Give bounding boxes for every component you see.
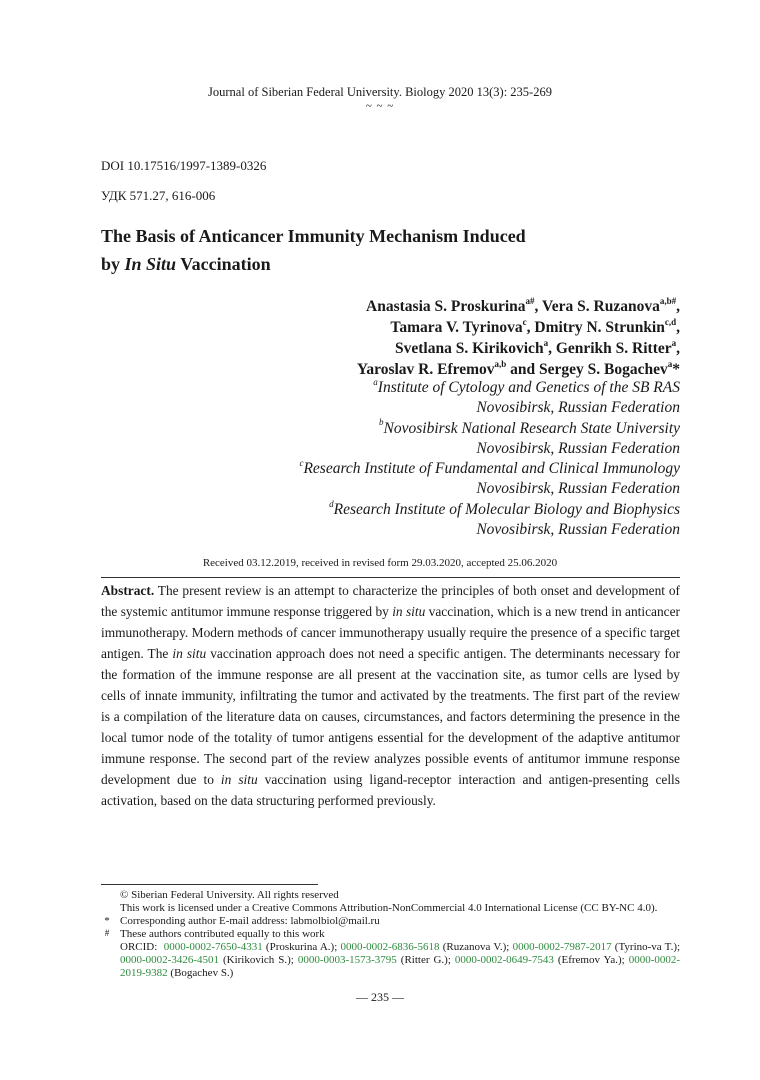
author-name: Tamara V. Tyrinova [390, 319, 523, 336]
title-suffix: Vaccination [176, 254, 271, 274]
affiliation-list [299, 378, 680, 540]
affiliation-institution: $^a$Institute of Cytology and Genetics of the SB RAS [373, 376, 680, 396]
author-affil-sup: a [667, 358, 673, 369]
affiliation-location: Novosibirsk, Russian Federation [476, 521, 680, 539]
title-line-1: The Basis of Anticancer Immunity Mechanism Induced [101, 226, 526, 246]
author-line-4: Yaroslav R. Efremov$^{a,b}$ and Sergey S. Bogachev$^a$* [356, 358, 680, 378]
author-name: Anastasia S. Proskurina [366, 298, 526, 315]
author-name: Vera S. Ruzanova [542, 298, 660, 315]
author-affil-sup: a,b [494, 358, 507, 369]
header-ornament: ~ ~ ~ [365, 100, 395, 112]
orcid-link[interactable]: 0000-0002-6836-5618 [340, 941, 440, 953]
title-italic: In Situ [124, 254, 177, 274]
abstract: Abstract. The present review is an attempt to characterize the principles of both onset and development of the systemic antitumor immune response triggered by in situ vaccination, which is a new trend in anticancer immunotherapy. Modern methods of cancer immunotherapy usually require the presence of a specific target antigen. The in situ vaccination approach does not need a specific antigen. The determinants necessary for the formation of the immune response are all present at the vaccination site, as tumor cells are lysed by cells of innate immunity, infiltrating the tumor and activated by the treatments. The first part of the review is a compilation of the literature data on causes, circumstances, and factors determining the presence in the local tumor node of the totality of tumor antigens essential for the development of the adaptive antitumor immune response. The second part of the review analyzes possible events of antitumor immune response development due to in situ vaccination using ligand-receptor interaction and antigen-presenting cells activation, based on the data structuring performed previously. [101, 583, 681, 808]
abstract-divider [101, 577, 680, 578]
affiliation-location: Novosibirsk, Russian Federation [476, 399, 680, 417]
footnote-divider [101, 884, 318, 885]
equal-contribution: These authors contributed equally to this work [120, 928, 325, 940]
affiliation-institution: $^c$Research Institute of Fundamental and Clinical Immunology [299, 458, 680, 478]
abstract-label: Abstract. [101, 583, 155, 598]
page-number: — 235 — [356, 990, 404, 1004]
journal-header: Journal of Siberian Federal University. Biology 2020 13(3): 235-269 [208, 85, 552, 99]
author-line-1: Anastasia S. Proskurina$^{a\#}$, Vera S. Ruzanova$^{a,b\#}$, [366, 295, 680, 315]
orcid-link[interactable]: 0000-0002-2019-9382 [120, 954, 681, 980]
doi: DOI 10.17516/1997-1389-0326 [101, 158, 267, 173]
orcid-label: ORCID: [120, 941, 158, 953]
author-name: Sergey S. Bogachev [539, 361, 668, 378]
corresponding-author: Corresponding author E-mail address: labmolbiol@mail.ru [120, 915, 380, 927]
author-name: Svetlana S. Kirikovich [395, 340, 544, 357]
author-affil-sup: a,b# [659, 295, 677, 306]
orcid-list: ORCID: 0000-0002-7650-4331 (Proskurina A.); 0000-0002-6836-5618 (Ruzanova V.); 0000-0002-7987-2017 (Tyrino-va T.); 0000-0002-3426-4501 (Kirikovich S.); 0000-0003-1573-3795 (Ritter G.); 0000-0002-0649-7543 (Efremov Ya.); 0000-0002-2019-9382 (Bogachev S.) [120, 941, 681, 980]
copyright-notice: © Siberian Federal University. All rights reserved [120, 889, 339, 901]
orcid-link[interactable]: 0000-0002-0649-7543 [454, 954, 554, 967]
license-notice: This work is licensed under a Creative Commons Attribution-NonCommercial 4.0 International License (CC BY-NC 4.0). [120, 902, 658, 914]
author-affil-sup: a# [525, 295, 535, 306]
author-affil-sup: a [543, 337, 549, 348]
title-prefix: by [101, 254, 125, 274]
affiliation-location: Novosibirsk, Russian Federation [476, 439, 680, 457]
received-dates: Received 03.12.2019, received in revised form 29.03.2020, accepted 25.06.2020 [202, 557, 558, 569]
author-list [357, 296, 680, 380]
affiliation-location: Novosibirsk, Russian Federation [476, 480, 680, 498]
author-line-2: Tamara V. Tyrinova$^c$, Dmitry N. Strunkin$^{c,d}$, [390, 316, 680, 336]
author-affil-sup: c,d [664, 316, 677, 327]
author-affil-sup: a [671, 337, 677, 348]
author-affil-sup: c [522, 316, 527, 327]
author-name: Genrikh S. Ritter [555, 340, 672, 357]
author-line-3: Svetlana S. Kirikovich$^a$, Genrikh S. Ritter$^a$, [395, 337, 680, 357]
affiliation-institution: $^b$Novosibirsk National Research State University [379, 417, 680, 437]
udk: УДК 571.27, 616-006 [101, 188, 216, 203]
affiliation-institution: $^d$Research Institute of Molecular Biology and Biophysics [329, 498, 680, 518]
article-title [101, 222, 526, 278]
hash-mark: # [104, 928, 110, 938]
orcid-link[interactable]: 0000-0002-3426-4501 [120, 954, 219, 967]
author-name: Yaroslav R. Efremov [356, 361, 495, 378]
asterisk-mark: * [104, 915, 110, 927]
orcid-link[interactable]: 0000-0002-7650-4331 [163, 941, 263, 953]
orcid-link[interactable]: 0000-0003-1573-3795 [297, 954, 397, 967]
author-name: Dmitry N. Strunkin [534, 319, 665, 336]
orcid-link[interactable]: 0000-0002-7987-2017 [512, 941, 612, 953]
title-line-2 [101, 250, 526, 278]
